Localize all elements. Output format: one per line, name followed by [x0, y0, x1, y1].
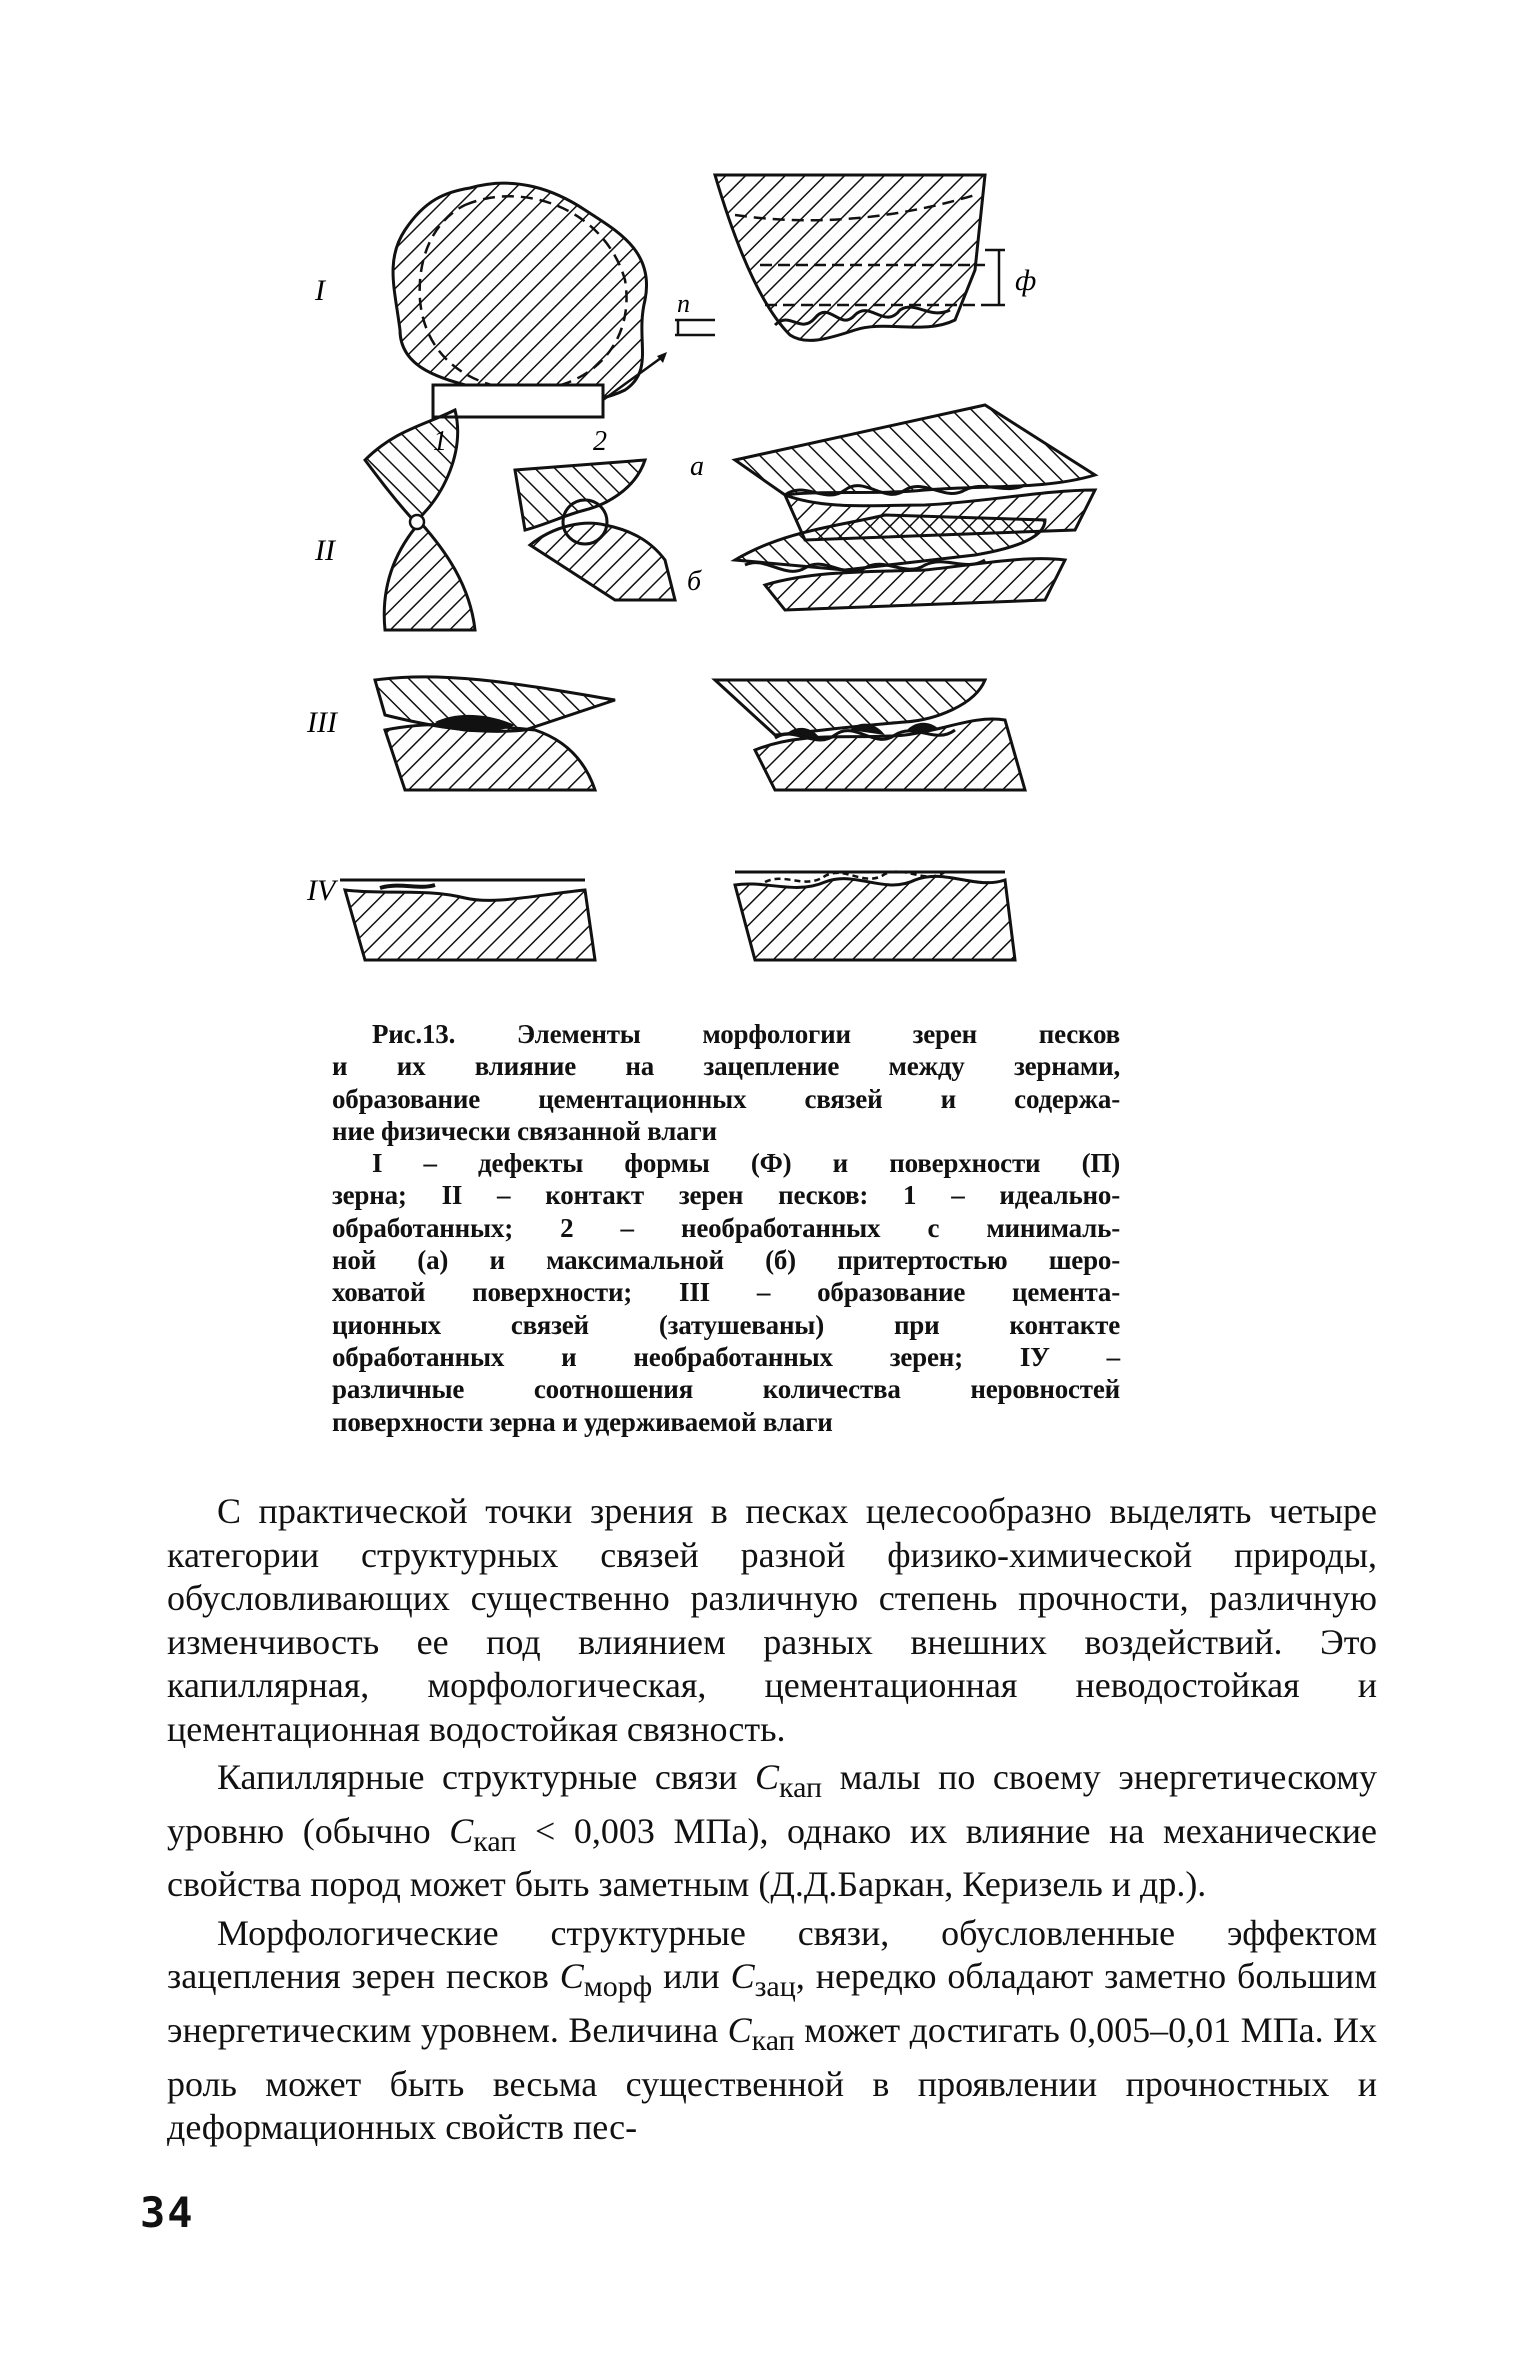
subscript: морф [583, 1970, 653, 2004]
subscript: зац [754, 1970, 796, 2004]
subscript: кап [473, 1824, 517, 1858]
symbol: С [730, 1956, 755, 1997]
caption-line: и их влияние на зацепление между зернами, [332, 1051, 1120, 1082]
caption-line: ционных связей (затушеваны) при контакте [332, 1309, 1120, 1340]
text-run: или [652, 1956, 731, 1997]
grain-shape-defects [393, 183, 667, 417]
contact-ideal-grains [365, 410, 475, 630]
text-run: может достигать 0,005–0,01 МПа. Их роль может быть весьма существенной в проявлении прочностных и деформационных свойств пес- [167, 2010, 1377, 2148]
page-number: 34 [140, 2188, 195, 2237]
figure-caption [332, 1018, 1120, 1438]
caption-line: образование цементационных связей и содержа- [332, 1083, 1120, 1114]
caption-line: ние физически связанной влаги [332, 1115, 717, 1146]
cementation-bonds [375, 677, 1025, 790]
paragraph-3 [167, 1912, 1377, 2150]
contact-max-fit [687, 515, 1065, 610]
label-b: б [687, 566, 702, 597]
symbol: С [559, 1956, 584, 1997]
contact-unprocessed-grains [515, 426, 675, 600]
figure-drawing [285, 160, 1145, 990]
caption-line: ховатой поверхности; III – образование цемента- [332, 1277, 1120, 1308]
text-run: , нередко обладают заметно большим энергетическим уровнем. Величина [167, 1956, 1378, 2051]
caption-line: различные соотношения количества неровностей [332, 1374, 1120, 1405]
caption-line: поверхности зерна и удерживаемой влаги [332, 1406, 833, 1437]
symbol: С [754, 1757, 779, 1797]
caption-line: обработанных и необработанных зерен; IУ – [332, 1341, 1120, 1372]
label-2: 2 [593, 426, 607, 457]
caption-line: обработанных; 2 – необработанных с минималь- [332, 1212, 1120, 1243]
figure-13 [285, 160, 1145, 990]
row-label-IV: IV [307, 874, 336, 907]
label-1: 1 [433, 426, 447, 457]
paragraph-2 [167, 1756, 1377, 1907]
label-phi: ф [1015, 264, 1037, 297]
row-label-III: III [307, 706, 337, 739]
caption-line: зерна; II – контакт зерен песков: 1 – идеально- [332, 1180, 1120, 1211]
symbol: С [449, 1810, 474, 1851]
row-label-I: I [315, 274, 325, 307]
text-run: < 0,003 МПа), однако их влияние на механические свойства пород может быть заметным (Д.Д.Баркан, Керизель и др.). [167, 1810, 1377, 1905]
caption-line: I – дефекты формы (Ф) и поверхности (П) [372, 1148, 1120, 1179]
symbol: С [727, 2010, 752, 2051]
body-text [167, 1490, 1377, 2155]
subscript: кап [778, 1771, 823, 1805]
caption-line: Рис.13. Элементы морфологии зерен песков [372, 1019, 1120, 1049]
text-run: Капиллярные структурные связи [217, 1757, 755, 1797]
grain-surface-defects [675, 175, 1036, 340]
moisture-roughness [340, 872, 1015, 960]
caption-line: ной (а) и максимальной (б) притертостью шеро- [332, 1245, 1120, 1276]
row-label-II: II [315, 534, 335, 567]
subscript: кап [751, 2024, 795, 2058]
paragraph-1: С практической точки зрения в песках целесообразно выделять четыре категории структурных связей разной физико-химической природы, обусловливающих существенно различную степень прочности, различную изменчивость ее под влиянием разных внешних воздействий. Это капиллярная, морфологическая, цементационная неводостойкая и цементационная водостойкая связность. [167, 1491, 1377, 1749]
label-p: п [677, 289, 690, 318]
label-a: а [690, 451, 704, 482]
text-run: малы по своему энергетическому уровню (обычно [167, 1757, 1378, 1851]
text-run: Морфологические структурные связи, обусловленные эффектом зацепления зерен песков [167, 1912, 1377, 1997]
